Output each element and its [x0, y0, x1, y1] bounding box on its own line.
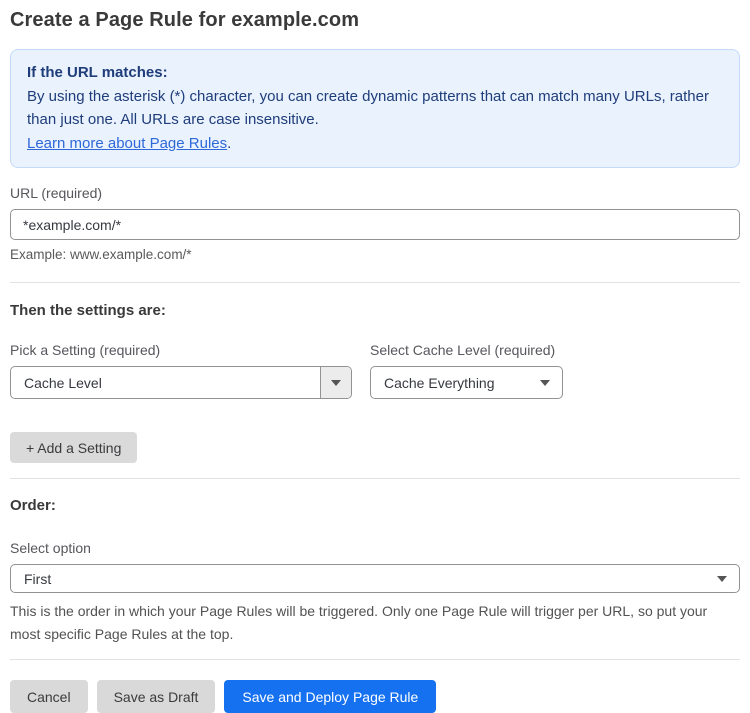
page-title: Create a Page Rule for example.com [10, 9, 360, 31]
chevron-down-icon [717, 576, 727, 582]
setting-picker-select[interactable] [10, 366, 352, 399]
order-select[interactable] [10, 564, 740, 593]
save-and-deploy-button[interactable]: Save and Deploy Page Rule [224, 680, 436, 713]
chevron-down-icon [331, 380, 341, 386]
link-suffix: . [227, 134, 232, 152]
divider-settings [10, 282, 740, 283]
info-box-link-line [27, 132, 723, 156]
save-as-draft-button[interactable]: Save as Draft [97, 680, 216, 713]
setting-picker-label: Pick a Setting (required) [10, 342, 161, 358]
setting-picker-group [10, 342, 352, 399]
cache-level-label: Select Cache Level (required) [370, 342, 556, 358]
order-helper-text: This is the order in which your Page Rules will be triggered. Only one Page Rule will trigger per URL, so put your most specific Page Rules at the top. [10, 603, 708, 642]
order-select-value: First [24, 570, 52, 587]
cache-level-value: Cache Everything [384, 374, 495, 391]
cache-level-select[interactable] [370, 366, 563, 399]
cancel-button[interactable]: Cancel [10, 680, 88, 713]
settings-row [10, 342, 740, 399]
actions-row [10, 680, 740, 713]
info-box-heading: If the URL matches: [27, 64, 168, 81]
setting-picker-value: Cache Level [24, 374, 102, 391]
url-field-label: URL (required) [10, 185, 103, 201]
order-section-heading: Order: [10, 497, 56, 514]
url-input[interactable] [10, 209, 740, 240]
url-match-info-box [10, 49, 740, 168]
url-helper-text: Example: www.example.com/* [10, 247, 192, 262]
order-select-label: Select option [10, 540, 91, 556]
divider-actions [10, 659, 740, 660]
add-setting-button[interactable]: + Add a Setting [10, 432, 137, 463]
divider-order [10, 478, 740, 479]
settings-section-heading: Then the settings are: [10, 302, 166, 319]
chevron-down-icon [540, 380, 550, 386]
cache-level-picker-group [370, 342, 563, 399]
info-box-body: By using the asterisk (*) character, you can create dynamic patterns that can match many URLs, rather than just one. All URLs are case insensitive. [27, 87, 709, 128]
setting-picker-arrow-box[interactable] [320, 367, 351, 398]
learn-more-link[interactable]: Learn more about Page Rules [27, 134, 228, 152]
